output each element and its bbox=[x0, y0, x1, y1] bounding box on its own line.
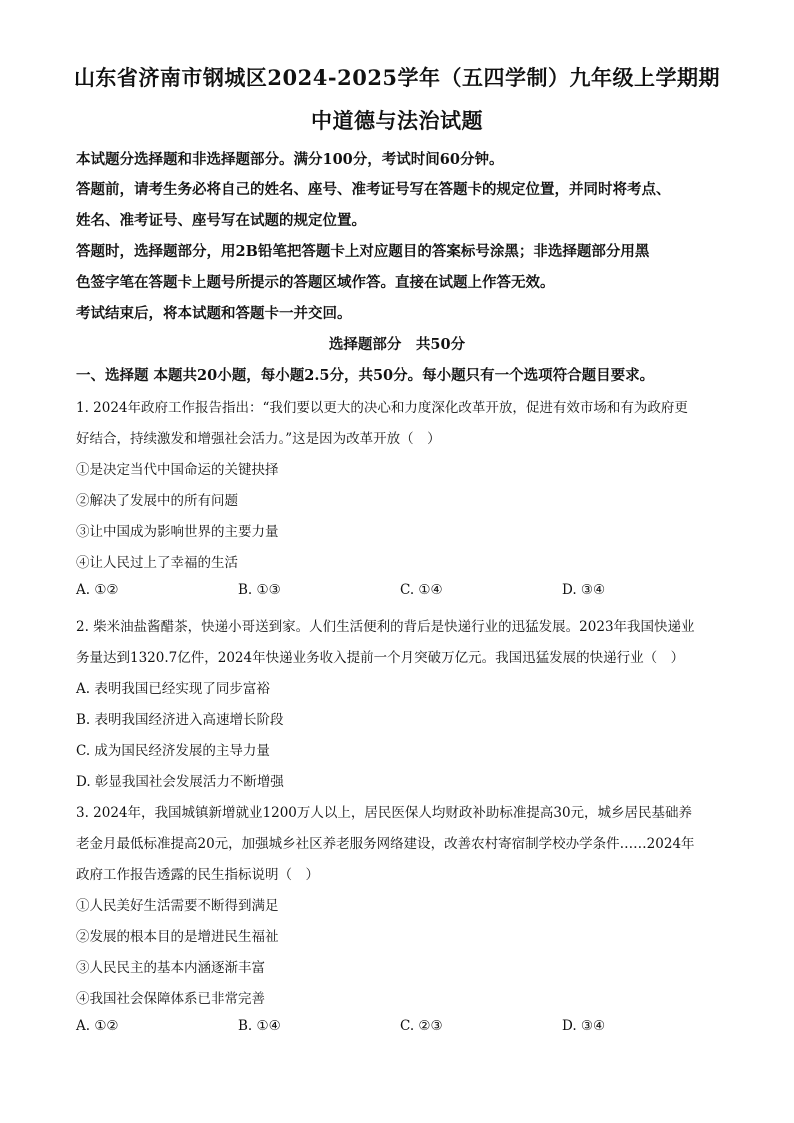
question-3-option-c[interactable]: C. ②③ bbox=[400, 1018, 443, 1034]
question-3-item: ③人民民主的基本内涵逐渐丰富 bbox=[76, 960, 265, 976]
question-2-option-c[interactable]: C. 成为国民经济发展的主导力量 bbox=[76, 743, 270, 759]
question-3-item: ④我国社会保障体系已非常完善 bbox=[76, 991, 265, 1007]
instruction-line: 色签字笔在答题卡上题号所提示的答题区域作答。直接在试题上作答无效。 bbox=[76, 274, 555, 291]
question-1-item: ③让中国成为影响世界的主要力量 bbox=[76, 524, 279, 540]
question-2-option-a[interactable]: A. 表明我国已经实现了同步富裕 bbox=[76, 681, 270, 697]
instruction-line: 答题前，请考生务必将自己的姓名、座号、准考证号写在答题卡的规定位置，并同时将考点、 bbox=[76, 181, 671, 198]
question-3-option-d[interactable]: D. ③④ bbox=[562, 1018, 606, 1034]
question-3-stem: 老金月最低标准提高20元，加强城乡社区养老服务网络建设，改善农村寄宿制学校办学条件……2024年 bbox=[76, 836, 695, 852]
question-1-option-c[interactable]: C. ①④ bbox=[400, 582, 443, 598]
question-3-item: ②发展的根本目的是增进民生福祉 bbox=[76, 929, 279, 945]
question-2-option-d[interactable]: D. 彰显我国社会发展活力不断增强 bbox=[76, 774, 284, 790]
question-3-option-b[interactable]: B. ①④ bbox=[238, 1018, 281, 1034]
question-1-item: ②解决了发展中的所有问题 bbox=[76, 493, 238, 509]
question-1-item: ④让人民过上了幸福的生活 bbox=[76, 555, 238, 571]
question-2-stem: 2. 柴米油盐酱醋茶，快递小哥送到家。人们生活便利的背后是快递行业的迅猛发展。2023年我国快递业 bbox=[76, 619, 695, 635]
question-1-stem: 好结合，持续激发和增强社会活力。”这是因为改革开放（ ） bbox=[76, 431, 441, 447]
question-1-option-b[interactable]: B. ①③ bbox=[238, 582, 281, 598]
question-3-stem: 政府工作报告透露的民生指标说明（ ） bbox=[76, 867, 319, 883]
instruction-line: 姓名、准考证号、座号写在试题的规定位置。 bbox=[76, 212, 366, 229]
question-1-option-d[interactable]: D. ③④ bbox=[562, 582, 606, 598]
instruction-line: 本试题分选择题和非选择题部分。满分100分，考试时间60分钟。 bbox=[76, 151, 504, 168]
exam-title-line1: 山东省济南市钢城区2024-2025学年（五四学制）九年级上学期期 bbox=[73, 65, 721, 90]
question-1-item: ①是决定当代中国命运的关键抉择 bbox=[76, 462, 279, 478]
question-3-item: ①人民美好生活需要不断得到满足 bbox=[76, 898, 279, 914]
exam-title-line2: 中道德与法治试题 bbox=[311, 108, 483, 133]
question-2-option-b[interactable]: B. 表明我国经济进入高速增长阶段 bbox=[76, 712, 284, 728]
question-1-option-a[interactable]: A. ①② bbox=[76, 582, 119, 598]
question-3-option-a[interactable]: A. ①② bbox=[76, 1018, 119, 1034]
instruction-line: 答题时，选择题部分，用2B铅笔把答题卡上对应题目的答案标号涂黑；非选择题部分用黑 bbox=[76, 243, 650, 260]
question-1-stem: 1. 2024年政府工作报告指出：“我们要以更大的决心和力度深化改革开放，促进有效市场和有为政府更 bbox=[76, 400, 688, 416]
question-2-stem: 务量达到1320.7亿件，2024年快递业务收入提前一个月突破万亿元。我国迅猛发展的快递行业（ ） bbox=[76, 650, 685, 666]
question-3-stem: 3. 2024年，我国城镇新增就业1200万人以上，居民医保人均财政补助标准提高30元，城乡居民基础养 bbox=[76, 805, 693, 821]
section-part-title: 选择题部分 共50分 bbox=[328, 336, 466, 353]
instruction-line: 考试结束后，将本试题和答题卡一并交回。 bbox=[76, 305, 352, 322]
section-heading: 一、选择题 本题共20小题，每小题2.5分，共50分。每小题只有一个选项符合题目要求。 bbox=[76, 367, 655, 384]
